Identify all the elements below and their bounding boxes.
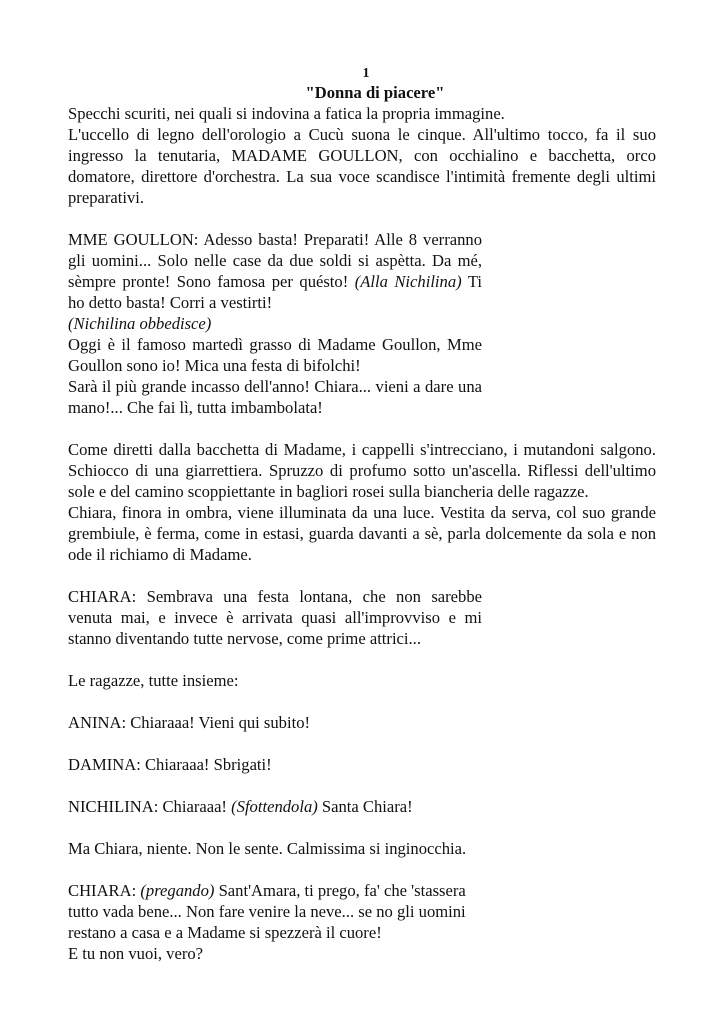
chiara-prayer-rest: Sant'Amara, ti prego, fa' che 'stassera: [214, 881, 466, 900]
narration-paragraph: Come diretti dalla bacchetta di Madame, i cappelli s'intrecciano, i mutandoni salgono. Schiocco di una giarrettiera. Spruzzo di profumo sotto un'ascella. Riflessi dell'ultimo sole e del camino scoppiettante in bagliori rosei sulla biancheria delle ragazze.: [68, 440, 656, 501]
narration-paragraph: Chiara, finora in ombra, viene illuminata da una luce. Vestita da serva, col suo grande grembiule, è ferma, come in estasi, guarda davanti a sè, parla dolcemente da sola e non ode il richiamo di Madame.: [68, 503, 656, 564]
spacer: [68, 418, 656, 439]
goullon-speech-c: Oggi è il famoso martedì grasso di Madame Goullon, Mme Goullon sono io! Mica una festa di bifolchi!: [68, 335, 482, 375]
document-page: [68, 66, 656, 964]
nichilina-rest: Santa Chiara!: [317, 797, 413, 816]
spacer: [68, 817, 656, 838]
chiara-prayer-line: E tu non vuoi, vero?: [68, 944, 204, 963]
spacer: [68, 208, 656, 229]
spacer: [68, 565, 656, 586]
page-number: 1: [362, 66, 370, 81]
chiara-speaker: CHIARA:: [68, 881, 141, 900]
page-title: "Donna di piacere": [305, 83, 445, 102]
spacer: [68, 649, 656, 670]
goullon-speech-a: MME GOULLON: Adesso basta! Preparati! Alle 8 verranno gli uomini... Solo nelle case da due soldi si aspètta. Da mé, sèmpre pronte! Sono famosa per quésto!: [68, 230, 482, 291]
spacer: [68, 733, 656, 754]
chiara-speech: CHIARA: Sembrava una festa lontana, che non sarebbe venuta mai, e invece è arrivata quasi all'improvviso e mi stanno diventando tutte nervose, come prime attrici...: [68, 587, 482, 648]
chiara-prayer-line: [68, 880, 656, 901]
nichilina-speaker: NICHILINA: Chiaraaa!: [68, 797, 232, 816]
spacer: [68, 775, 656, 796]
chiara-prayer: [68, 880, 656, 964]
goullon-speech: [68, 229, 482, 334]
stage-direction: (pregando): [140, 881, 215, 900]
chiara-prayer-line: restano a casa e a Madame si spezzerà il cuore!: [68, 923, 382, 942]
anina-line: ANINA: Chiaraaa! Vieni qui subito!: [68, 713, 311, 732]
narration-line: Le ragazze, tutte insieme:: [68, 671, 239, 690]
damina-line: DAMINA: Chiaraaa! Sbrigati!: [68, 755, 272, 774]
intro-paragraph: L'uccello di legno dell'orologio a Cucù suona le cinque. All'ultimo tocco, fa il suo ingresso la tenutaria, MADAME GOULLON, con occhialino e bacchetta, orco domatore, direttore d'orchestra. La sua voce scandisce l'intimità fremente degli ultimi preparativi.: [68, 125, 656, 207]
spacer: [68, 691, 656, 712]
narration-line: Ma Chiara, niente. Non le sente. Calmissima si inginocchia.: [68, 839, 467, 858]
stage-direction: (Nichilina obbedisce): [68, 314, 212, 333]
spacer: [68, 859, 656, 880]
nichilina-line: [68, 796, 656, 817]
stage-direction: (Alla Nichilina): [354, 272, 462, 291]
goullon-speech-b: Ti ho detto basta! Corri a vestirti!: [68, 272, 482, 312]
chiara-prayer-line: tutto vada bene... Non fare venire la neve... se no gli uomini: [68, 902, 466, 921]
stage-direction: (Sfottendola): [231, 797, 318, 816]
intro-line: Specchi scuriti, nei quali si indovina a fatica la propria immagine.: [68, 104, 505, 123]
goullon-speech-d: Sarà il più grande incasso dell'anno! Chiara... vieni a dare una mano!... Che fai lì, tutta imbambolata!: [68, 377, 482, 417]
